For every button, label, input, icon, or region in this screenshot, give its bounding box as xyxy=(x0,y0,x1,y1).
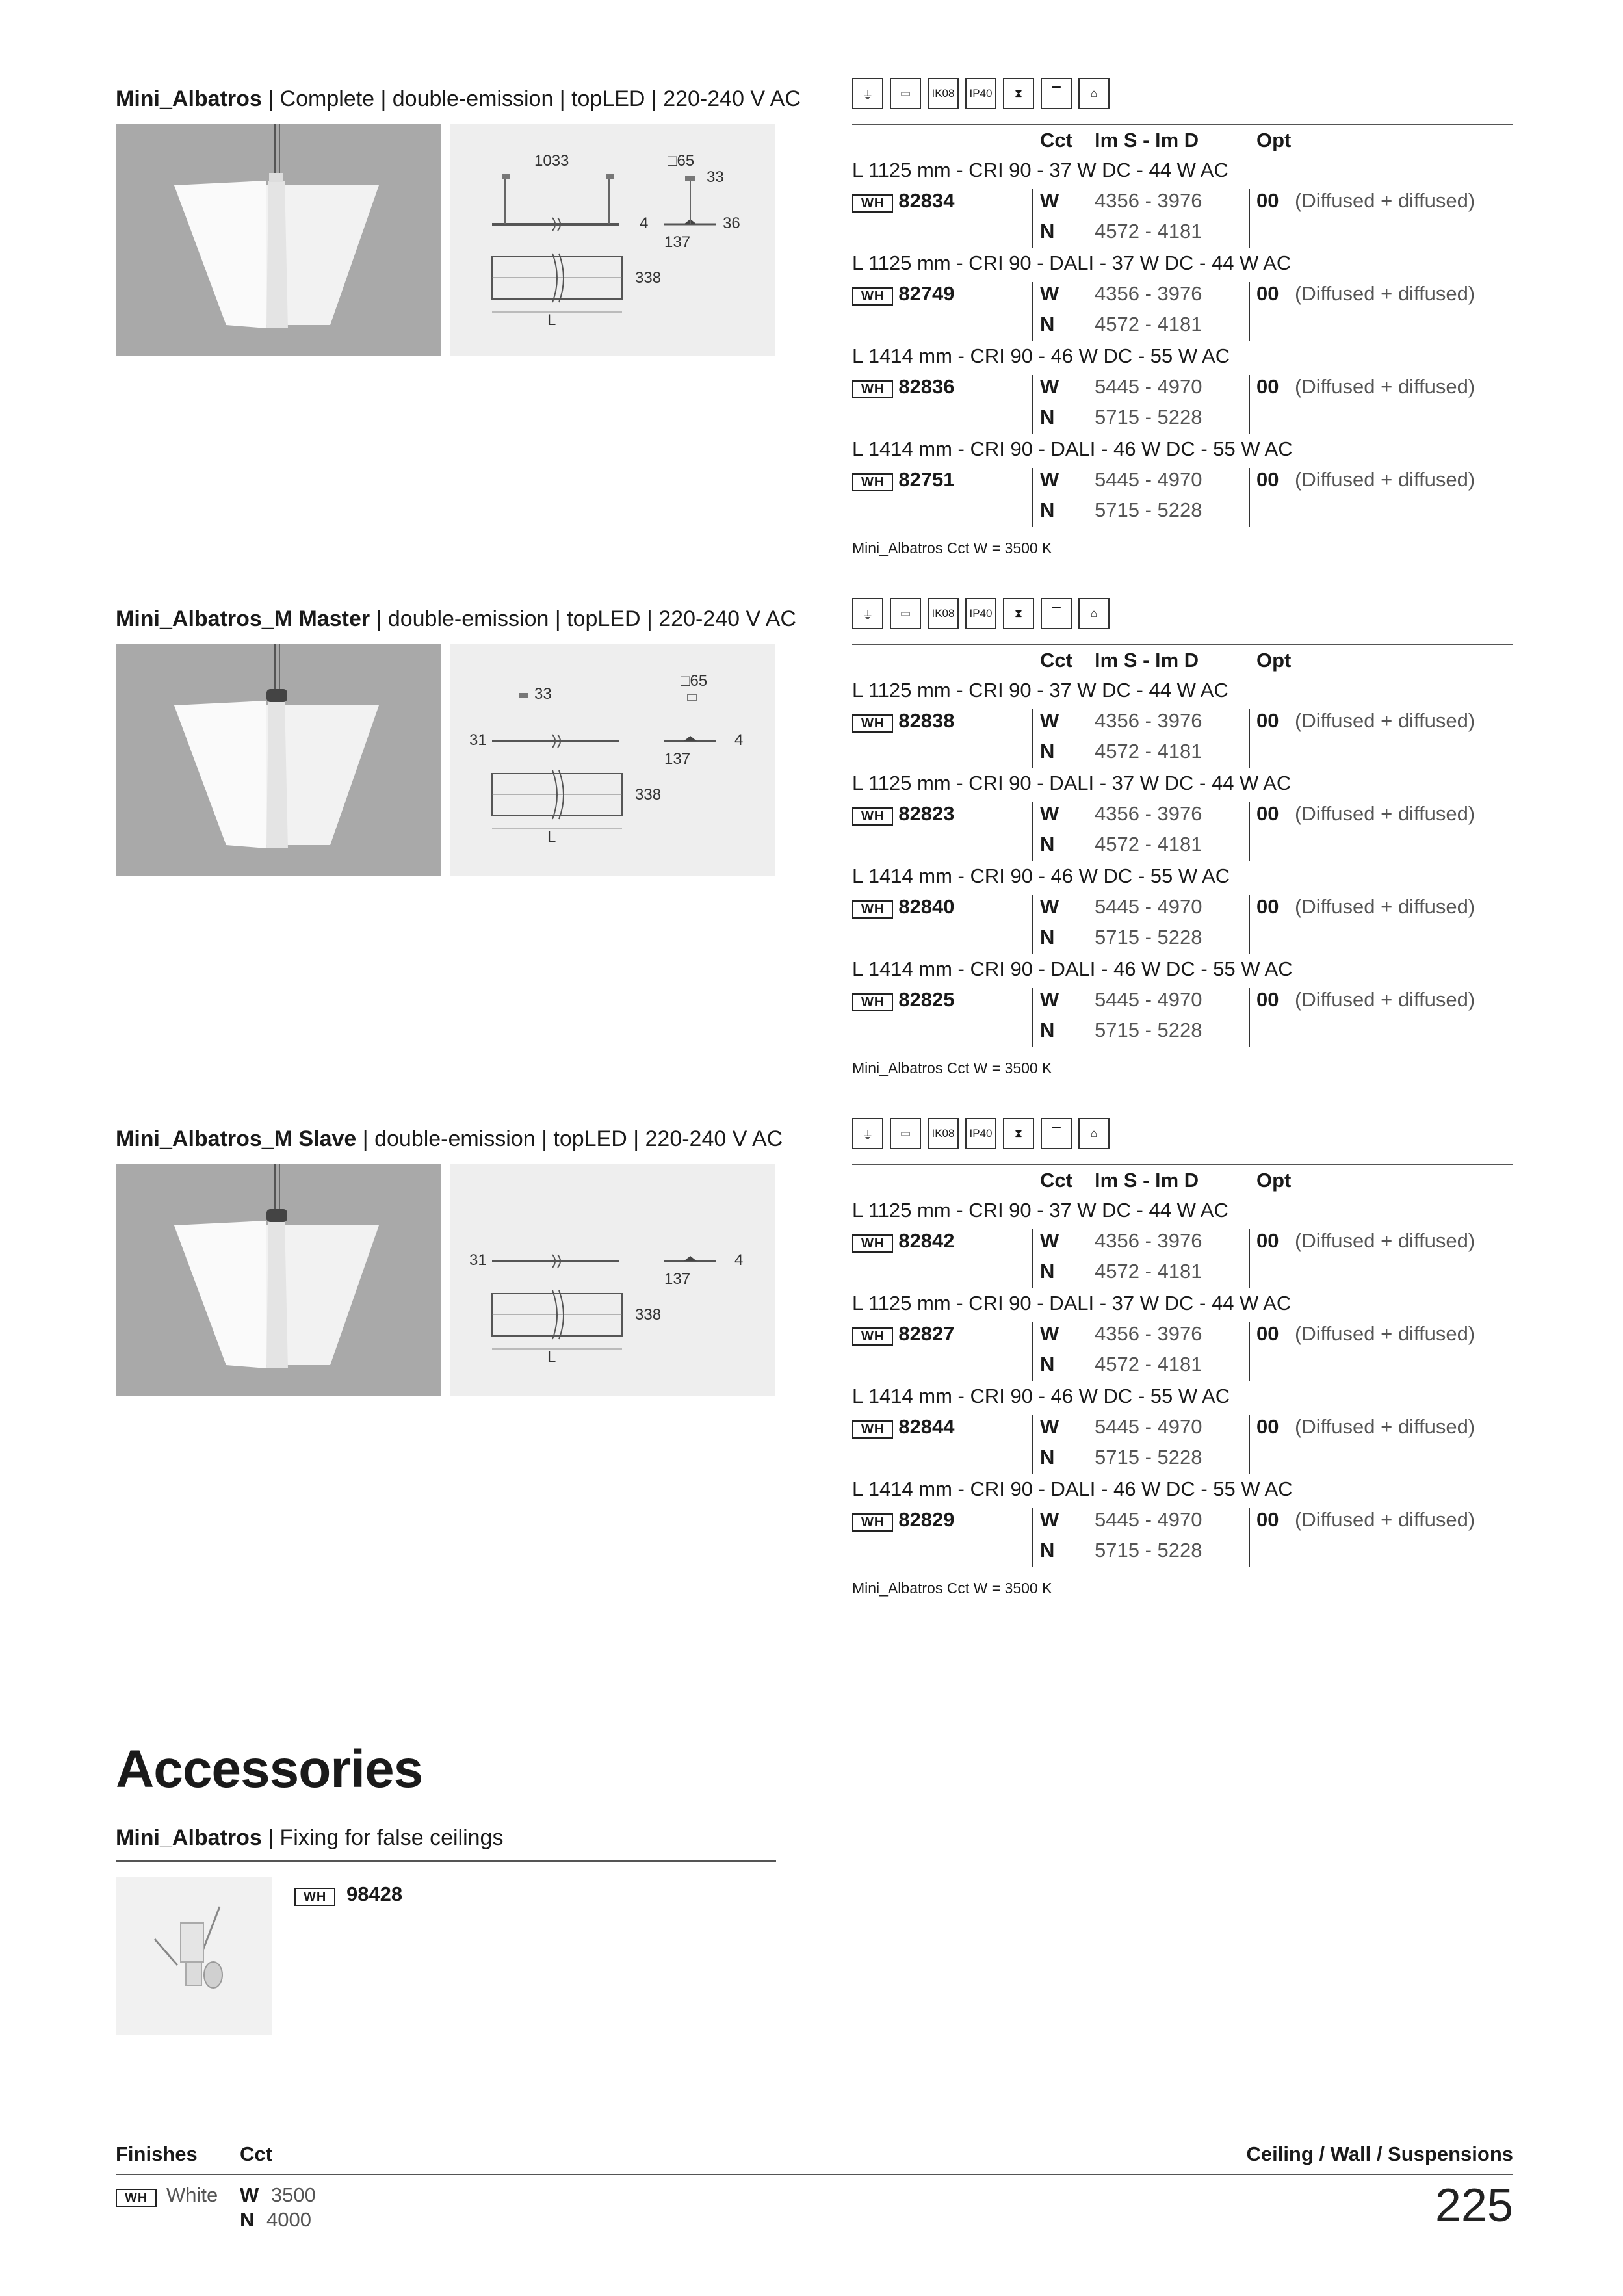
optic-code: 00 xyxy=(1256,375,1279,398)
cct-divider xyxy=(1032,1229,1033,1288)
optic-description: (Diffused + diffused) xyxy=(1295,988,1475,1011)
cct-divider xyxy=(1032,375,1033,434)
variant-code-row xyxy=(852,895,955,919)
lumen-n: 4572 - 4181 xyxy=(1095,1353,1202,1376)
optic-code: 00 xyxy=(1256,189,1279,212)
lumen-w: 4356 - 3976 xyxy=(1095,189,1202,212)
finish-tag: WH xyxy=(852,1234,893,1253)
opt-divider xyxy=(1249,468,1250,527)
footer-cct-label: Cct xyxy=(240,2143,272,2165)
variant-code-row xyxy=(852,375,955,398)
product-code: 82823 xyxy=(898,802,955,825)
optic-description: (Diffused + diffused) xyxy=(1295,802,1475,825)
optic-code: 00 xyxy=(1256,709,1279,732)
product-photo xyxy=(116,124,441,356)
certification-icons xyxy=(852,598,1110,629)
dimension-drawing-panel xyxy=(450,1164,775,1396)
lumen-n: 5715 - 5228 xyxy=(1095,926,1202,948)
cct-n: N xyxy=(1040,1260,1055,1283)
table-rule xyxy=(852,644,1513,645)
luminaire-icon: ▭ xyxy=(890,598,921,629)
product-subtitle: | Complete | double-emission | topLED | 220-240 V AC xyxy=(261,86,801,111)
cct-w: W xyxy=(1040,802,1059,825)
luminaire-photo-shape xyxy=(116,644,441,876)
dimension-drawing xyxy=(450,124,775,356)
dim-depth-label: 137 xyxy=(664,750,691,768)
finish-tag: WH xyxy=(852,473,893,491)
variant-title: L 1125 mm - CRI 90 - DALI - 37 W DC - 44 W AC xyxy=(852,772,1292,794)
lumen-w: 4356 - 3976 xyxy=(1095,1322,1202,1345)
dim-length-label: 1033 xyxy=(534,152,569,170)
footer-finish-name: White xyxy=(166,2184,218,2206)
optic-code: 00 xyxy=(1256,1322,1279,1345)
cct-divider xyxy=(1032,1508,1033,1567)
ceiling-icon: ▔ xyxy=(1041,598,1072,629)
dim-L-label: L xyxy=(547,1348,556,1366)
opt-divider xyxy=(1249,802,1250,861)
finish-tag: WH xyxy=(852,1513,893,1532)
product-subtitle: | double-emission | topLED | 220-240 V AC xyxy=(370,607,796,631)
footer-category: Ceiling / Wall / Suspensions xyxy=(1246,2143,1513,2165)
dim-right-label: 4 xyxy=(734,731,744,749)
optic-code: 00 xyxy=(1256,988,1279,1011)
footer-finish xyxy=(116,2184,218,2207)
table-rule xyxy=(852,124,1513,125)
cct-n: N xyxy=(1040,1446,1055,1468)
footer-cct-n xyxy=(240,2208,311,2232)
cct-n: N xyxy=(1040,499,1055,521)
finish-tag: WH xyxy=(852,807,893,826)
variant-title: L 1414 mm - CRI 90 - DALI - 46 W DC - 55 W AC xyxy=(852,437,1293,460)
lumen-n: 5715 - 5228 xyxy=(1095,1446,1202,1468)
lumen-w: 4356 - 3976 xyxy=(1095,709,1202,732)
variant-code-row xyxy=(852,1508,955,1532)
dim-L-label: L xyxy=(547,828,556,846)
optic-description: (Diffused + diffused) xyxy=(1295,1322,1475,1345)
dim-depth-label: 137 xyxy=(664,233,691,251)
dim-depth-label: 137 xyxy=(664,1270,691,1288)
finish-tag: WH xyxy=(852,380,893,398)
variant-title: L 1414 mm - CRI 90 - 46 W DC - 55 W AC xyxy=(852,345,1230,367)
page-number: 225 xyxy=(1435,2180,1513,2232)
rating-ik08-icon: IK08 xyxy=(928,598,959,629)
optic-description: (Diffused + diffused) xyxy=(1295,1229,1475,1252)
product-code: 82829 xyxy=(898,1508,955,1531)
cct-w: W xyxy=(1040,468,1059,491)
dim-square-label: □65 xyxy=(681,672,708,690)
lumen-n: 5715 - 5228 xyxy=(1095,406,1202,428)
rating-ik08-icon: IK08 xyxy=(928,78,959,109)
footer-finish-tag: WH xyxy=(116,2189,157,2207)
cct-w: W xyxy=(1040,1322,1059,1345)
finish-tag: WH xyxy=(852,194,893,213)
cct-divider xyxy=(1032,1322,1033,1381)
cct-note: Mini_Albatros Cct W = 3500 K xyxy=(852,1060,1052,1076)
accessory-code: 98428 xyxy=(346,1883,403,1905)
installation-icon: ⌂ xyxy=(1078,598,1110,629)
cct-w: W xyxy=(1040,189,1059,212)
variant-title: L 1414 mm - CRI 90 - 46 W DC - 55 W AC xyxy=(852,1385,1230,1407)
finish-tag: WH xyxy=(852,1327,893,1346)
cct-w: W xyxy=(1040,282,1059,305)
variant-title: L 1125 mm - CRI 90 - 37 W DC - 44 W AC xyxy=(852,159,1228,181)
installation-icon: ⌂ xyxy=(1078,1118,1110,1149)
dimension-drawing xyxy=(450,1164,775,1396)
cct-divider xyxy=(1032,468,1033,527)
emission-icon: ⧗ xyxy=(1003,1118,1034,1149)
optic-code: 00 xyxy=(1256,1415,1279,1438)
dimension-drawing-panel xyxy=(450,124,775,356)
lumen-n: 4572 - 4181 xyxy=(1095,1260,1202,1283)
header-cct: Cct xyxy=(1040,129,1072,151)
dim-h1-label: 33 xyxy=(534,685,552,703)
earth-icon: ⏚ xyxy=(852,598,883,629)
header-optic: Opt xyxy=(1256,129,1292,151)
product-name: Mini_Albatros xyxy=(116,86,262,111)
luminaire-photo-shape xyxy=(116,1164,441,1396)
opt-divider xyxy=(1249,895,1250,954)
earth-icon: ⏚ xyxy=(852,1118,883,1149)
optic-description: (Diffused + diffused) xyxy=(1295,1415,1475,1438)
opt-divider xyxy=(1249,1415,1250,1474)
footer-rule xyxy=(116,2174,1513,2175)
dim-width-label: 338 xyxy=(635,269,662,287)
product-code: 82836 xyxy=(898,375,955,398)
accessory-finish-tag: WH xyxy=(294,1888,335,1906)
finish-tag: WH xyxy=(852,287,893,306)
cct-w: W xyxy=(1040,1508,1059,1531)
dim-square-label: □65 xyxy=(668,152,695,170)
product-title xyxy=(116,1127,783,1152)
opt-divider xyxy=(1249,988,1250,1047)
product-photo xyxy=(116,644,441,876)
cct-divider xyxy=(1032,282,1033,341)
cct-divider xyxy=(1032,988,1033,1047)
product-code: 82842 xyxy=(898,1229,955,1252)
installation-icon: ⌂ xyxy=(1078,78,1110,109)
product-code: 82751 xyxy=(898,468,955,491)
product-subtitle: | double-emission | topLED | 220-240 V AC xyxy=(356,1127,783,1151)
footer-cct-w-code: W xyxy=(240,2184,259,2206)
lumen-n: 4572 - 4181 xyxy=(1095,833,1202,855)
luminaire-photo-shape xyxy=(116,124,441,356)
lumen-w: 5445 - 4970 xyxy=(1095,1508,1202,1531)
cct-n: N xyxy=(1040,313,1055,335)
emission-icon: ⧗ xyxy=(1003,598,1034,629)
lumen-n: 5715 - 5228 xyxy=(1095,499,1202,521)
emission-icon: ⧗ xyxy=(1003,78,1034,109)
optic-description: (Diffused + diffused) xyxy=(1295,468,1475,491)
optic-code: 00 xyxy=(1256,895,1279,918)
variant-code-row xyxy=(852,802,955,826)
variant-title: L 1125 mm - CRI 90 - 37 W DC - 44 W AC xyxy=(852,1199,1228,1221)
accessory-name: Mini_Albatros xyxy=(116,1825,262,1850)
cct-n: N xyxy=(1040,1353,1055,1376)
dim-h1-label: 33 xyxy=(707,168,724,186)
lumen-w: 4356 - 3976 xyxy=(1095,802,1202,825)
rating-ik08-icon: IK08 xyxy=(928,1118,959,1149)
product-name: Mini_Albatros_M Slave xyxy=(116,1127,357,1151)
variant-title: L 1414 mm - CRI 90 - DALI - 46 W DC - 55 W AC xyxy=(852,958,1293,980)
variant-code-row xyxy=(852,1415,955,1439)
variant-title: L 1125 mm - CRI 90 - 37 W DC - 44 W AC xyxy=(852,679,1228,701)
lumen-w: 5445 - 4970 xyxy=(1095,375,1202,398)
product-code: 82827 xyxy=(898,1322,955,1345)
product-code: 82834 xyxy=(898,189,955,212)
variant-title: L 1414 mm - CRI 90 - DALI - 46 W DC - 55 W AC xyxy=(852,1478,1293,1500)
lumen-n: 5715 - 5228 xyxy=(1095,1019,1202,1041)
accessory-rule xyxy=(116,1860,776,1862)
lumen-w: 4356 - 3976 xyxy=(1095,282,1202,305)
footer-cct-w xyxy=(240,2184,316,2207)
variant-code-row xyxy=(852,988,955,1011)
cct-note: Mini_Albatros Cct W = 3500 K xyxy=(852,540,1052,556)
dim-h2-label: 36 xyxy=(723,215,740,232)
variant-code-row xyxy=(852,709,955,733)
cct-n: N xyxy=(1040,1019,1055,1041)
header-lumen: lm S - lm D xyxy=(1095,129,1199,151)
variant-title: L 1414 mm - CRI 90 - 46 W DC - 55 W AC xyxy=(852,865,1230,887)
certification-icons xyxy=(852,78,1110,109)
product-code: 82844 xyxy=(898,1415,955,1438)
accessories-heading: Accessories xyxy=(116,1740,423,1799)
optic-description: (Diffused + diffused) xyxy=(1295,282,1475,305)
lumen-n: 4572 - 4181 xyxy=(1095,313,1202,335)
dim-left-label: 31 xyxy=(469,1251,487,1269)
lumen-n: 5715 - 5228 xyxy=(1095,1539,1202,1561)
dim-L-label: L xyxy=(547,311,556,329)
optic-code: 00 xyxy=(1256,282,1279,305)
accessory-title xyxy=(116,1825,503,1851)
product-code: 82840 xyxy=(898,895,955,918)
cct-w: W xyxy=(1040,1415,1059,1438)
optic-code: 00 xyxy=(1256,468,1279,491)
header-optic: Opt xyxy=(1256,649,1292,672)
optic-description: (Diffused + diffused) xyxy=(1295,375,1475,398)
variant-code-row xyxy=(852,1322,955,1346)
footer-finishes-label: Finishes xyxy=(116,2143,198,2165)
rating-ip40-icon: IP40 xyxy=(965,598,996,629)
earth-icon: ⏚ xyxy=(852,78,883,109)
opt-divider xyxy=(1249,189,1250,248)
opt-divider xyxy=(1249,709,1250,768)
cct-w: W xyxy=(1040,895,1059,918)
optic-description: (Diffused + diffused) xyxy=(1295,189,1475,212)
cct-w: W xyxy=(1040,1229,1059,1252)
cct-n: N xyxy=(1040,1539,1055,1561)
lumen-w: 5445 - 4970 xyxy=(1095,895,1202,918)
ceiling-icon: ▔ xyxy=(1041,1118,1072,1149)
variant-code-row xyxy=(852,189,955,213)
opt-divider xyxy=(1249,282,1250,341)
opt-divider xyxy=(1249,375,1250,434)
header-cct: Cct xyxy=(1040,649,1072,672)
optic-code: 00 xyxy=(1256,802,1279,825)
finish-tag: WH xyxy=(852,993,893,1011)
table-rule xyxy=(852,1164,1513,1165)
optic-description: (Diffused + diffused) xyxy=(1295,709,1475,732)
cct-w: W xyxy=(1040,988,1059,1011)
dim-left-label: 4 xyxy=(640,215,649,232)
dim-width-label: 338 xyxy=(635,1306,662,1324)
accessory-subtitle: | Fixing for false ceilings xyxy=(261,1825,504,1850)
cct-n: N xyxy=(1040,740,1055,763)
finish-tag: WH xyxy=(852,714,893,733)
variant-title: L 1125 mm - CRI 90 - DALI - 37 W DC - 44 W AC xyxy=(852,252,1292,274)
opt-divider xyxy=(1249,1508,1250,1567)
header-lumen: lm S - lm D xyxy=(1095,649,1199,672)
cct-w: W xyxy=(1040,375,1059,398)
lumen-w: 4356 - 3976 xyxy=(1095,1229,1202,1252)
cct-divider xyxy=(1032,189,1033,248)
optic-description: (Diffused + diffused) xyxy=(1295,895,1475,918)
cct-note: Mini_Albatros Cct W = 3500 K xyxy=(852,1580,1052,1597)
cct-divider xyxy=(1032,895,1033,954)
header-optic: Opt xyxy=(1256,1169,1292,1192)
cct-w: W xyxy=(1040,709,1059,732)
footer-cct-w-value: 3500 xyxy=(270,2184,316,2206)
opt-divider xyxy=(1249,1322,1250,1381)
luminaire-icon: ▭ xyxy=(890,1118,921,1149)
variant-title: L 1125 mm - CRI 90 - DALI - 37 W DC - 44 W AC xyxy=(852,1292,1292,1314)
footer-cct-n-code: N xyxy=(240,2208,255,2231)
accessory-code-row xyxy=(294,1883,402,1906)
cct-divider xyxy=(1032,1415,1033,1474)
lumen-w: 5445 - 4970 xyxy=(1095,988,1202,1011)
product-photo xyxy=(116,1164,441,1396)
product-code: 82749 xyxy=(898,282,955,305)
lumen-w: 5445 - 4970 xyxy=(1095,1415,1202,1438)
cct-divider xyxy=(1032,802,1033,861)
dim-width-label: 338 xyxy=(635,786,662,803)
dimension-drawing-panel xyxy=(450,644,775,876)
optic-description: (Diffused + diffused) xyxy=(1295,1508,1475,1531)
finish-tag: WH xyxy=(852,1420,893,1439)
dimension-drawing xyxy=(450,644,775,876)
cct-n: N xyxy=(1040,220,1055,242)
finish-tag: WH xyxy=(852,900,893,919)
luminaire-icon: ▭ xyxy=(890,78,921,109)
opt-divider xyxy=(1249,1229,1250,1288)
rating-ip40-icon: IP40 xyxy=(965,1118,996,1149)
cct-n: N xyxy=(1040,406,1055,428)
lumen-n: 4572 - 4181 xyxy=(1095,740,1202,763)
variant-code-row xyxy=(852,282,955,306)
product-code: 82838 xyxy=(898,709,955,732)
fixing-clip-illustration xyxy=(116,1877,272,2035)
header-lumen: lm S - lm D xyxy=(1095,1169,1199,1192)
variant-code-row xyxy=(852,468,955,491)
lumen-n: 4572 - 4181 xyxy=(1095,220,1202,242)
product-title xyxy=(116,86,801,112)
lumen-w: 5445 - 4970 xyxy=(1095,468,1202,491)
dim-right-label: 4 xyxy=(734,1251,744,1269)
variant-code-row xyxy=(852,1229,955,1253)
dim-left-label: 31 xyxy=(469,731,487,749)
rating-ip40-icon: IP40 xyxy=(965,78,996,109)
cct-divider xyxy=(1032,709,1033,768)
product-code: 82825 xyxy=(898,988,955,1011)
cct-n: N xyxy=(1040,926,1055,948)
optic-code: 00 xyxy=(1256,1229,1279,1252)
optic-code: 00 xyxy=(1256,1508,1279,1531)
cct-n: N xyxy=(1040,833,1055,855)
accessory-photo xyxy=(116,1877,272,2035)
ceiling-icon: ▔ xyxy=(1041,78,1072,109)
footer-cct-n-value: 4000 xyxy=(266,2208,311,2231)
certification-icons xyxy=(852,1118,1110,1149)
header-cct: Cct xyxy=(1040,1169,1072,1192)
product-name: Mini_Albatros_M Master xyxy=(116,607,370,631)
product-title xyxy=(116,607,796,632)
